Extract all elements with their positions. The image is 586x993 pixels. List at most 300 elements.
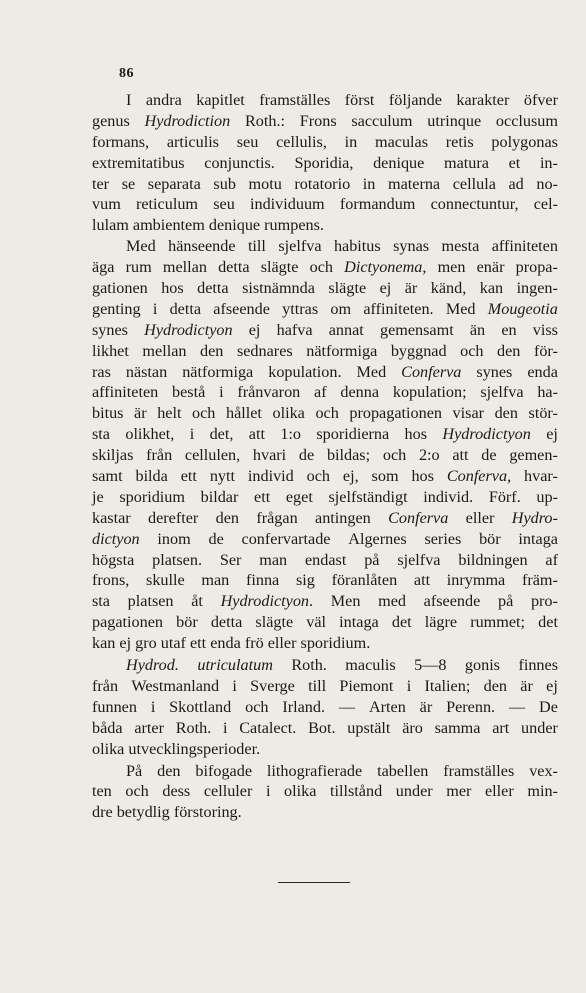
word: [388, 174, 440, 195]
word: [373, 153, 424, 174]
word: [501, 320, 516, 341]
text-run: occlusum: [495, 111, 558, 130]
word: [92, 111, 130, 132]
text-run: hänseende: [168, 237, 236, 256]
word: [488, 299, 558, 320]
word: [425, 612, 457, 633]
word: [339, 697, 355, 718]
word: [92, 781, 112, 802]
word: [197, 278, 228, 299]
word: [246, 570, 279, 591]
word: [253, 445, 286, 466]
word: [443, 761, 514, 782]
word: [92, 466, 123, 487]
word: [348, 529, 406, 550]
text-run: Roth.: [291, 656, 327, 675]
word: [161, 278, 184, 299]
word: [126, 761, 142, 782]
word: [248, 236, 266, 257]
word: [134, 403, 147, 424]
word: [414, 655, 446, 676]
text-line: [92, 612, 558, 633]
word: [167, 132, 219, 153]
text-run: framställes: [259, 91, 331, 109]
text-run: Sporidia,: [294, 153, 354, 172]
text-run: och: [125, 782, 149, 801]
word: [521, 718, 558, 739]
text-run: högsta: [92, 550, 135, 569]
text-run: celluler: [203, 782, 253, 801]
word: [460, 341, 483, 362]
word: [397, 550, 440, 571]
word: [480, 382, 523, 403]
text-run: är: [419, 697, 433, 716]
text-line: [92, 153, 558, 174]
text-run: Piemont: [339, 676, 394, 695]
word: [479, 529, 501, 550]
word: [142, 341, 186, 362]
text-run: den: [215, 508, 240, 527]
word: [522, 570, 558, 591]
text-run: kan ej gro utaf ett enda frö eller sporidium.: [92, 634, 371, 653]
word: [540, 153, 558, 174]
text-run: endast: [305, 550, 347, 569]
text-run: det: [538, 613, 558, 632]
italic-term: Hydrodictyon: [220, 592, 310, 611]
italic-term: Hydrodictyon: [144, 320, 233, 339]
word: [157, 529, 190, 550]
text-run: åt: [191, 592, 203, 611]
text-run: ej,: [342, 467, 359, 486]
word: [329, 320, 364, 341]
word: [92, 676, 118, 697]
word: [92, 718, 123, 739]
text-run: från: [92, 676, 119, 695]
text-run: Sverge: [250, 676, 295, 695]
word: [315, 508, 371, 529]
word: [92, 174, 109, 195]
text-run: lithografierade: [266, 761, 363, 780]
word: [92, 382, 158, 403]
text-run: —: [508, 697, 526, 716]
text-run: ,: [507, 467, 512, 486]
word: [213, 174, 236, 195]
text-run: motu: [248, 174, 282, 193]
word: [169, 697, 231, 718]
text-run: frånvaron: [237, 383, 301, 402]
text-run: intaga: [339, 613, 379, 632]
word: [135, 466, 167, 487]
text-run: i: [152, 299, 158, 318]
word: [92, 299, 141, 320]
word: [256, 508, 297, 529]
text-run: ej: [379, 279, 392, 298]
word: [470, 320, 485, 341]
word: [213, 194, 235, 215]
word: [192, 403, 215, 424]
word: [308, 718, 335, 739]
text-run: rummet;: [470, 613, 526, 632]
word: [534, 341, 558, 362]
word: [388, 508, 448, 529]
text-run: skulle: [146, 571, 185, 590]
word: [267, 761, 362, 782]
text-run: individ.: [423, 487, 474, 506]
italic-term: Conferva: [401, 362, 462, 381]
word: [282, 299, 318, 320]
word: [453, 403, 484, 424]
text-line: [92, 802, 558, 823]
text-line: [92, 215, 558, 236]
word: [163, 257, 207, 278]
word: [216, 508, 239, 529]
text-run: att: [248, 425, 265, 444]
word: [476, 362, 512, 383]
word: [190, 424, 195, 445]
text-run: mesta: [441, 237, 480, 256]
text-run: är: [520, 676, 533, 695]
text-run: i: [189, 425, 195, 444]
text-run: På: [126, 761, 143, 780]
word: [157, 403, 181, 424]
word: [357, 362, 387, 383]
text-run: nätformiga: [306, 341, 378, 360]
word: [219, 382, 224, 403]
text-run: upstält: [347, 718, 391, 737]
text-run: i: [150, 697, 156, 716]
text-run: min-: [527, 782, 558, 801]
text-run: funnen: [92, 697, 137, 716]
word: [131, 676, 219, 697]
text-run: habitus: [333, 237, 381, 256]
word: [424, 529, 461, 550]
text-run: ras: [92, 362, 111, 381]
text-run: confervartade: [241, 529, 331, 548]
text-run: 5—8: [414, 656, 447, 675]
word: [407, 676, 412, 697]
word: [144, 320, 232, 341]
text-run: Algernes: [348, 529, 407, 548]
text-run: —: [338, 697, 356, 716]
word: [92, 278, 148, 299]
word: [534, 194, 558, 215]
text-run: sjelfva: [397, 550, 441, 569]
word: [393, 382, 467, 403]
text-line: [92, 570, 558, 591]
word: [146, 90, 182, 111]
word: [531, 591, 558, 612]
text-run: sporidium: [119, 487, 185, 506]
text-run: formans,: [92, 132, 150, 151]
word: [204, 781, 253, 802]
word: [266, 781, 271, 802]
text-run: vex-: [529, 761, 558, 780]
text-run: de: [298, 446, 315, 465]
text-run: genting: [92, 299, 141, 318]
word: [314, 382, 327, 403]
word: [92, 132, 149, 153]
text-run: framställes: [443, 761, 515, 780]
text-run: ej: [546, 676, 558, 695]
text-run: tillstånd: [330, 782, 383, 801]
word: [453, 174, 496, 195]
word: [245, 697, 268, 718]
word: [456, 90, 509, 111]
text-run: olika utvecklingsperioder.: [92, 739, 261, 758]
text-run: karakter: [456, 91, 510, 109]
text-run: utrinque: [427, 111, 482, 130]
text-run: se: [121, 174, 136, 193]
word: [424, 676, 470, 697]
text-run: under: [395, 782, 433, 801]
text-run: de: [481, 446, 497, 465]
word: [176, 718, 212, 739]
word: [278, 236, 321, 257]
text-run: mellan: [142, 341, 187, 360]
text-run: från: [146, 446, 173, 465]
word: [213, 299, 270, 320]
text-run: De: [539, 697, 558, 716]
word: [345, 132, 358, 153]
text-run: i: [219, 383, 224, 402]
text-run: på: [364, 550, 380, 569]
text-run: en: [501, 320, 517, 339]
word: [277, 320, 313, 341]
word: [489, 487, 521, 508]
word: [389, 90, 442, 111]
word: [392, 612, 412, 633]
text-run: slägte: [260, 258, 299, 277]
word: [308, 676, 326, 697]
text-run: under: [521, 718, 558, 737]
word: [372, 466, 399, 487]
text-run: hos: [161, 279, 184, 298]
text-run: är: [134, 404, 147, 423]
word: [496, 111, 558, 132]
word: [458, 550, 527, 571]
text-run: pagationen: [92, 613, 164, 632]
text-run: I: [126, 91, 132, 109]
word: [181, 466, 197, 487]
word: [427, 111, 481, 132]
text-run: Roth.: [175, 718, 212, 737]
word: [211, 612, 242, 633]
word: [351, 111, 412, 132]
word: [245, 111, 285, 132]
word: [546, 424, 558, 445]
text-run: propa-: [515, 258, 558, 277]
text-run: no-: [536, 174, 558, 193]
text-run: till: [247, 237, 266, 256]
text-run: cellula: [452, 174, 496, 193]
text-run: mer: [446, 782, 472, 801]
text-run: att: [413, 571, 431, 590]
section-divider-rule: [278, 882, 350, 883]
word: [221, 591, 313, 612]
word: [327, 445, 370, 466]
text-run: sjelfständigt: [328, 487, 408, 506]
text-run: annat: [328, 320, 364, 339]
text-run: detta: [197, 279, 229, 298]
text-run: den: [200, 341, 224, 360]
text-run: först: [344, 91, 375, 109]
word: [237, 341, 293, 362]
text-run: cellulen,: [184, 446, 241, 465]
text-run: formandum: [339, 195, 416, 214]
text-run: materna: [387, 174, 441, 193]
text-run: eget: [285, 487, 313, 506]
italic-term: Hydrod.: [126, 656, 179, 675]
word: [226, 403, 262, 424]
text-line: [92, 341, 558, 362]
text-run: ha-: [537, 383, 558, 402]
text-line: [92, 236, 558, 257]
text-run: sjelfva: [278, 237, 322, 256]
text-run: och: [245, 697, 269, 716]
word: [286, 487, 313, 508]
text-run: gemen-: [509, 446, 558, 465]
text-run: kopulation.: [268, 362, 342, 381]
word: [383, 445, 406, 466]
text-run: sjelfva: [480, 383, 524, 402]
word: [330, 299, 351, 320]
word: [148, 174, 201, 195]
text-run: gemensamt: [379, 320, 454, 339]
text-run: gonis: [464, 656, 500, 675]
word: [232, 676, 237, 697]
text-run: känd,: [430, 279, 467, 298]
text-run: intaga: [518, 529, 558, 548]
text-run: samma: [434, 718, 481, 737]
text-line: [92, 508, 558, 529]
text-line: [92, 382, 558, 403]
text-run: frons,: [92, 571, 130, 590]
text-run: mellan: [162, 258, 207, 277]
text-run: hafva: [276, 320, 313, 339]
text-line: [92, 487, 558, 508]
word: [380, 320, 454, 341]
word: [185, 445, 240, 466]
word: [92, 591, 110, 612]
text-run: tabellen: [377, 761, 429, 780]
text-run: polygonas: [491, 132, 558, 151]
text-run: maculas: [374, 132, 429, 151]
word: [126, 655, 179, 676]
word: [273, 403, 305, 424]
italic-term: Hydro-: [511, 508, 558, 527]
text-line: [92, 761, 558, 782]
word: [196, 90, 245, 111]
word: [201, 570, 229, 591]
text-run: till: [308, 676, 327, 695]
word: [520, 676, 533, 697]
word: [431, 278, 467, 299]
word: [92, 445, 133, 466]
word: [424, 591, 481, 612]
word: [125, 424, 174, 445]
word: [466, 508, 495, 529]
text-run: frågan: [256, 508, 298, 527]
text-run: sporidierna: [316, 425, 390, 444]
word: [242, 278, 315, 299]
word: [509, 697, 525, 718]
italic-term: dictyon: [92, 529, 140, 548]
text-run: men: [437, 258, 466, 277]
word: [172, 382, 205, 403]
word: [509, 153, 521, 174]
word: [339, 612, 379, 633]
text-run: i: [232, 676, 237, 695]
word: [343, 466, 359, 487]
text-run: bitus: [92, 404, 124, 423]
word: [331, 591, 361, 612]
word: [306, 341, 377, 362]
text-run: up-: [536, 487, 558, 506]
word: [446, 299, 476, 320]
text-run: dess: [162, 782, 191, 801]
word: [284, 781, 316, 802]
text-run: dre betydlig förstoring.: [92, 803, 242, 822]
text-run: extremitatibus: [92, 153, 185, 172]
text-run: je: [92, 487, 104, 506]
word: [330, 781, 382, 802]
text-run: detta: [210, 613, 243, 632]
text-run: kapitlet: [196, 91, 245, 109]
text-run: enär: [476, 258, 505, 277]
word: [92, 362, 111, 383]
word: [345, 655, 395, 676]
word: [431, 194, 519, 215]
text-run: art: [492, 718, 510, 737]
word: [492, 718, 509, 739]
text-run: afseende: [423, 592, 481, 611]
text-run: sednares: [236, 341, 293, 360]
word: [305, 550, 346, 571]
text-run: retis: [445, 132, 474, 151]
text-run: affiniteten: [491, 237, 558, 256]
word: [254, 487, 270, 508]
word: [296, 570, 315, 591]
word: [349, 403, 442, 424]
word: [191, 591, 203, 612]
word: [524, 90, 558, 111]
word: [146, 570, 185, 591]
italic-term: Conferva: [446, 467, 508, 486]
word: [446, 132, 474, 153]
text-run: den: [494, 404, 518, 423]
text-run: Westmanland: [131, 676, 220, 695]
text-run: det: [391, 613, 412, 632]
word: [126, 90, 131, 111]
text-line: [92, 194, 558, 215]
word: [126, 236, 156, 257]
word: [162, 781, 190, 802]
word: [92, 529, 140, 550]
word: [300, 111, 337, 132]
word: [517, 278, 558, 299]
word: [393, 236, 429, 257]
text-line: [92, 466, 558, 487]
text-run: viss: [532, 320, 558, 339]
text-line: [92, 174, 558, 195]
word: [255, 612, 293, 633]
text-run: hos: [404, 425, 428, 444]
text-run: bilda: [135, 467, 168, 486]
word: [92, 697, 137, 718]
text-run: Roth.:: [244, 111, 285, 130]
text-run: af: [545, 550, 558, 569]
word: [92, 550, 134, 571]
